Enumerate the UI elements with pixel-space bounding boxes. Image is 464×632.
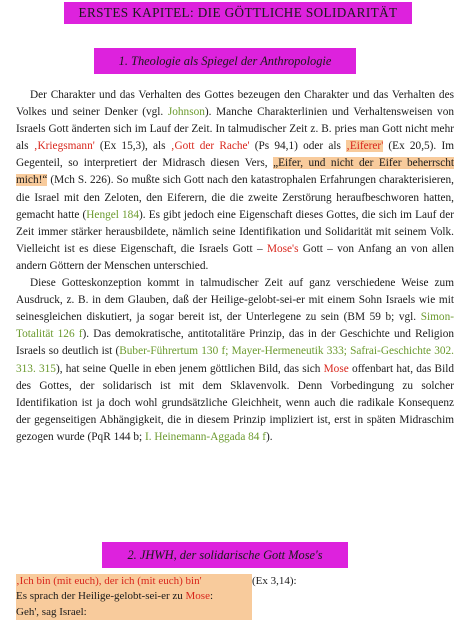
paragraph-2 — [16, 275, 454, 446]
name-term: Mose — [323, 362, 349, 375]
section-1-heading: 1. Theologie als Spiegel der Anthropologie — [94, 48, 356, 74]
quote-line-2 — [16, 589, 252, 604]
p2-text: ), hat seine Quelle in eben jenem göttlichen Bild, das sich — [55, 362, 324, 375]
epithet-term: ‚Kriegsmann' — [33, 140, 95, 153]
quote-text: : — [209, 590, 214, 603]
epithet-term: ‚Gott der Rache' — [170, 140, 250, 153]
section-1-body — [16, 87, 454, 446]
name-term: Mose — [185, 590, 210, 603]
quote-text: ‚Ich bin (mit euch), der ich (mit euch) bin' — [16, 575, 202, 587]
p1-text: (Ex 15,3), als — [94, 140, 171, 153]
quote-line-3 — [16, 605, 252, 620]
p1-text: (Ps 94,1) oder als — [249, 140, 347, 153]
p1-text: ). Es gibt jedoch eine Eigenschaft dieses Gottes, die sich im Lauf der Zeit immer stärker herausbildete, nämlich seine Identifikation und Solidarität mit seinem Volk. Vielleicht ist es diese Eigenschaft, die Israels Gott – — [16, 208, 454, 255]
midrash-quote-highlight: „Eifer, und nicht der Eifer beherrscht mich!“ — [16, 157, 454, 187]
section-2-heading: 2. JHWH, der solidarische Gott Mose's — [102, 542, 348, 568]
p2-text: Diese Gotteskonzeption kommt in talmudischer Zeit auf ganz verschiedene Weise zum Ausdruck, z. B. in dem Glauben, daß der Heilige-gelobt-sei-er mit einem Sohn Israels wie mit seinesgleichen diskutiert, ja sogar bereit ist, der Unterlegene zu sein (BM 59 b; vgl. — [16, 277, 454, 324]
quote-text: Geh', sag Israel: — [16, 605, 87, 618]
quote-text: Es sprach der Heilige-gelobt-sei-er zu — [16, 590, 186, 603]
p2-text: offenbart hat, das Bild des Gottes, der solidarisch ist mit dem Sklavenvolk. Denn Vorbedingung zu solcher Identifikation ist ja doch wohl grundsätzliche Gleichheit, wenn auch die radikale Konsequenz der gegenseitigen Abhängigkeit, die in diesem Prinzip impliziert ist, erst in späten Midraschim gezogen wurde (PqR 144 b; — [16, 362, 454, 443]
citation-link[interactable]: Buber-Führertum 130 f; Mayer-Hermeneutik 333; Safrai-Geschichte 302. 313. 315 — [16, 345, 454, 375]
p1-text: (Ex 20,5). Im Gegenteil, so interpretiert der Midrasch diesen Vers, — [16, 140, 454, 170]
chapter-title: ERSTES KAPITEL: DIE GÖTTLICHE SOLIDARITÄT — [64, 2, 412, 24]
p2-text: ). Das demokratische, antitotalitäre Prinzip, das in der Geschichte und Religion Israels so deutlich ist ( — [16, 328, 454, 358]
p1-text: Gott – von Anfang an von allen andern Göttern der Menschen unterschied. — [16, 242, 455, 272]
quote-line-1 — [16, 574, 252, 589]
p1-text: (Mch S. 226). So mußte sich Gott nach den katastrophalen Erfahrungen charakterisieren, die Israel mit den Zeloten, den Eiferern, die die zweite Zerstörung heraufbeschworen hatten, gemacht hatte ( — [16, 174, 454, 221]
citation-link[interactable]: Simon-Totalität 126 f — [16, 311, 454, 341]
p1-text: Der Charakter und das Verhalten des Gottes bezeugen den Charakter und das Verhalten des Volkes und seiner Denker (vgl. — [16, 89, 454, 119]
citation-link[interactable]: I. Heinemann-Aggada 84 f — [144, 430, 267, 443]
quote-block — [16, 574, 252, 620]
name-term: Mose's — [266, 242, 299, 255]
p2-text: ). — [266, 430, 273, 443]
quote-reference: (Ex 3,14): — [252, 575, 297, 587]
paragraph-1 — [16, 87, 454, 275]
epithet-term-highlighted: ‚Eiferer' — [346, 140, 384, 153]
citation-link[interactable]: Johnson — [167, 106, 205, 119]
citation-link[interactable]: Hengel 184 — [86, 208, 139, 221]
p1-text: ). Manche Charakterlinien und Verhaltensweisen von Israels Gott änderten sich im Lauf der Zeit. In talmudischer Zeit z. B. pries man Gott nicht mehr als — [16, 106, 454, 153]
